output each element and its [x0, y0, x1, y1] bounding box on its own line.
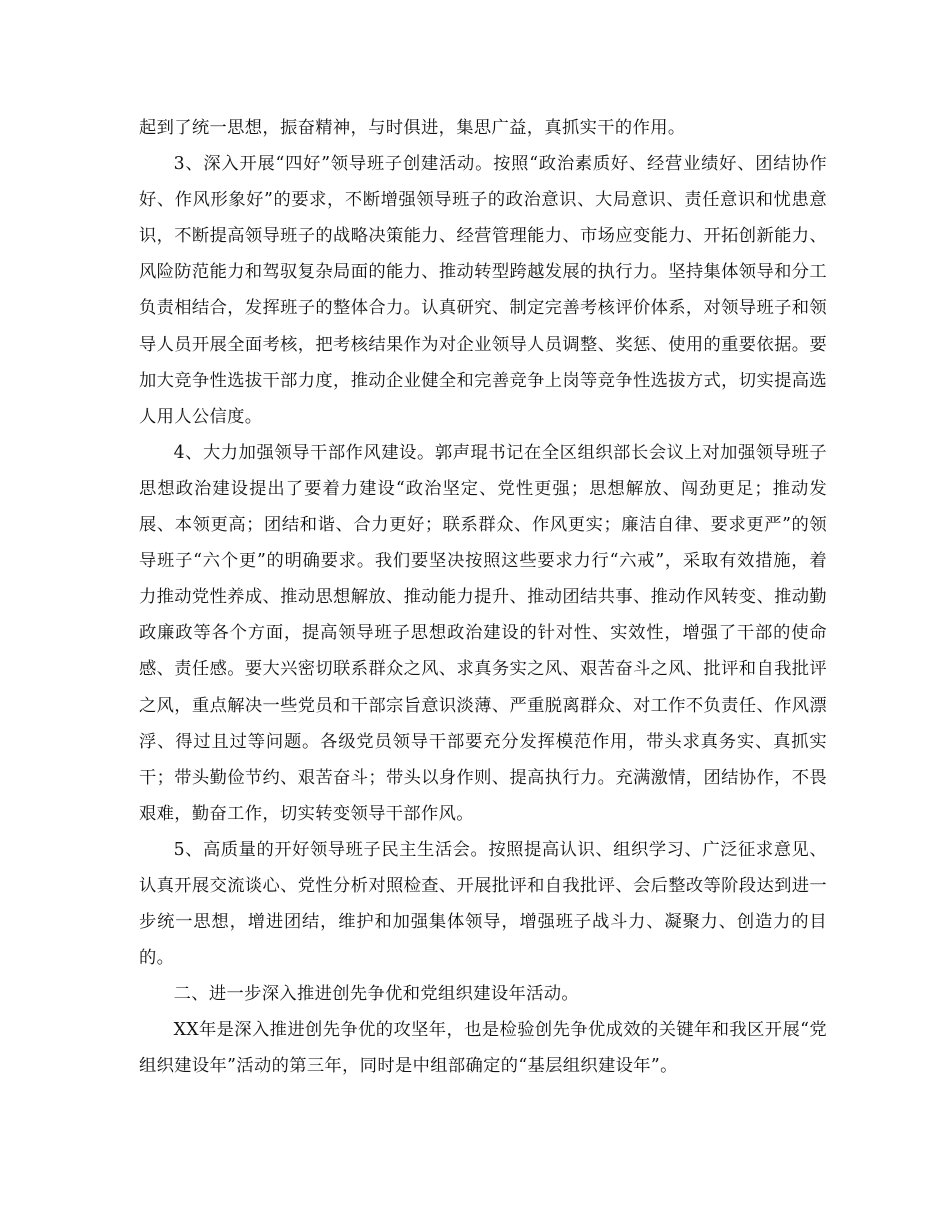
paragraph-item-4: 4、大力加强领导干部作风建设。郭声琨书记在全区组织部长会议上对加强领导班子思想政治建设提出了要着力建设“政治坚定、党性更强；思想解放、闯劲更足；推动发展、本领更高；团结和谐、合力更好；联系群众、作风更实；廉洁自律、要求更严”的领导班子“六个更”的明确要求。我们要坚决按照这些要求力行“六戒”，采取有效措施，着力推动党性养成、推动思想解放、推动能力提升、推动团结共事、推动作风转变、推动勤政廉政等各个方面，提高领导班子思想政治建设的针对性、实效性，增强了干部的使命感、责任感。要大兴密切联系群众之风、求真务实之风、艰苦奋斗之风、批评和自我批评之风，重点解决一些党员和干部宗旨意识淡薄、严重脱离群众、对工作不负责任、作风漂浮、得过且过等问题。各级党员领导干部要充分发挥模范作用，带头求真务实、真抓实干；带头勤俭节约、艰苦奋斗；带头以身作则、提高执行力。充满激情，团结协作，不畏艰难，勤奋工作，切实转变领导干部作风。	[139, 442, 827, 824]
section-heading-2: 二、进一步深入推进创先争优和党组织建设年活动。	[173, 984, 580, 1005]
document-body	[139, 110, 827, 1085]
paragraph-section-2-intro: XX年是深入推进创先争优的攻坚年，也是检验创先争优成效的关键年和我区开展“党组织建设年”活动的第三年，同时是中组部确定的“基层组织建设年”。	[139, 1020, 827, 1077]
paragraph-item-5: 5、高质量的开好领导班子民主生活会。按照提高认识、组织学习、广泛征求意见、认真开展交流谈心、党性分析对照检查、开展批评和自我批评、会后整改等阶段达到进一步统一思想，增进团结，维护和加强集体领导，增强班子战斗力、凝聚力、创造力的目的。	[139, 839, 827, 969]
paragraph-item-3: 3、深入开展“四好”领导班子创建活动。按照“政治素质好、经营业绩好、团结协作好、作风形象好”的要求，不断增强领导班子的政治意识、大局意识、责任意识和忧患意识，不断提高领导班子的战略决策能力、经营管理能力、市场应变能力、开拓创新能力、风险防范能力和驾驭复杂局面的能力、推动转型跨越发展的执行力。坚持集体领导和分工负责相结合，发挥班子的整体合力。认真研究、制定完善考核评价体系，对领导班子和领导人员开展全面考核，把考核结果作为对企业领导人员调整、奖惩、使用的重要依据。要加大竞争性选拔干部力度，推动企业健全和完善竞争上岗等竞争性选拔方式，切实提高选人用人公信度。	[139, 154, 827, 427]
paragraph-continuation: 起到了统一思想，振奋精神，与时俱进，集思广益，真抓实干的作用。	[139, 118, 686, 138]
